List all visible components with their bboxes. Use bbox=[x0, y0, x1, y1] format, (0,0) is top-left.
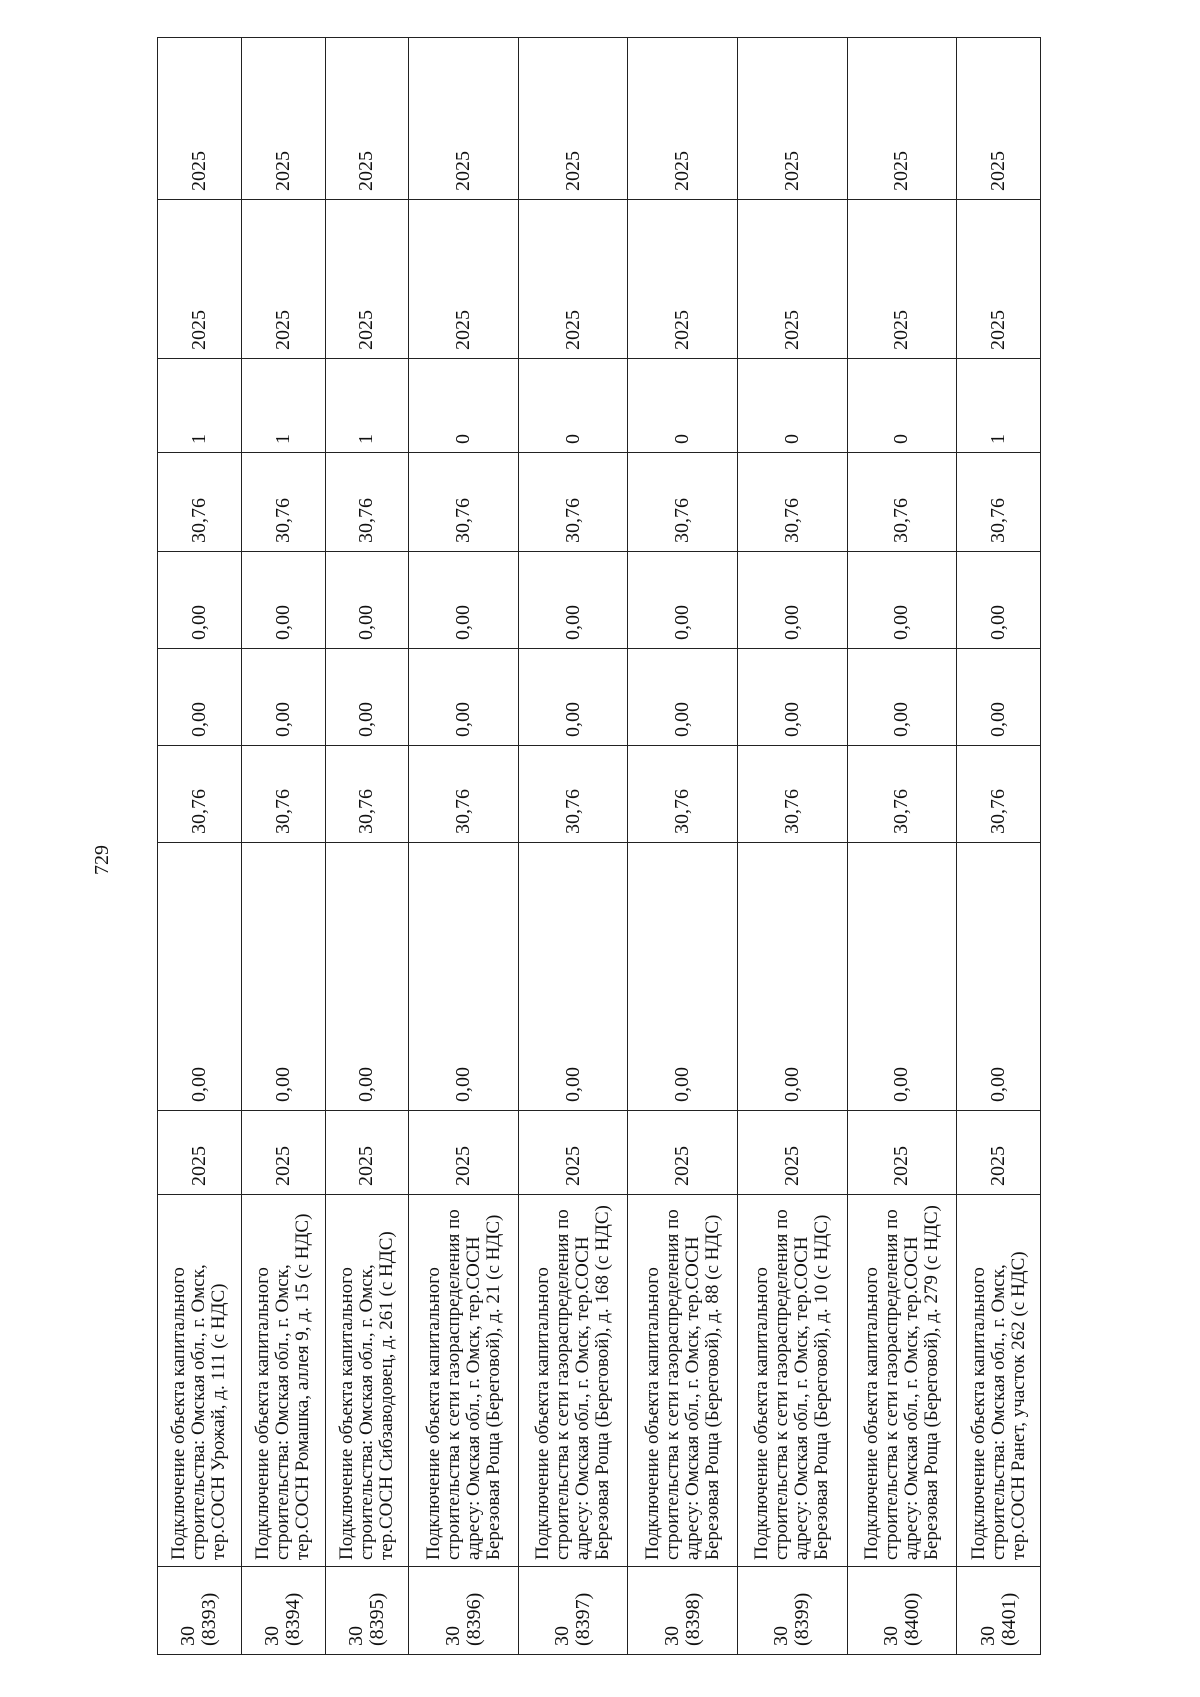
row-year-start: 2025 bbox=[158, 1111, 242, 1195]
row-year-2: 2025 bbox=[158, 200, 242, 359]
row-id-number: 30 bbox=[177, 1626, 200, 1646]
row-year-start: 2025 bbox=[847, 1111, 957, 1195]
row-id bbox=[409, 1567, 519, 1655]
row-year-2: 2025 bbox=[409, 200, 519, 359]
row-count: 0 bbox=[409, 359, 519, 453]
table-row bbox=[158, 38, 242, 1655]
row-value-2: 30,76 bbox=[158, 746, 242, 843]
row-value-5: 30,76 bbox=[158, 453, 242, 552]
row-value-2: 30,76 bbox=[409, 746, 519, 843]
row-value-2: 30,76 bbox=[325, 746, 409, 843]
row-id bbox=[847, 1567, 957, 1655]
row-value-3: 0,00 bbox=[628, 649, 738, 746]
row-id bbox=[628, 1567, 738, 1655]
row-id bbox=[325, 1567, 409, 1655]
row-id-number: 30 bbox=[441, 1626, 464, 1646]
table-row bbox=[628, 38, 738, 1655]
row-year-3: 2025 bbox=[628, 38, 738, 200]
row-value-3: 0,00 bbox=[847, 649, 957, 746]
row-year-3: 2025 bbox=[241, 38, 325, 200]
table-row bbox=[409, 38, 519, 1655]
row-value-2: 30,76 bbox=[628, 746, 738, 843]
table-row bbox=[957, 38, 1041, 1655]
row-value-2: 30,76 bbox=[847, 746, 957, 843]
row-value-1: 0,00 bbox=[628, 843, 738, 1111]
row-year-start: 2025 bbox=[325, 1111, 409, 1195]
table-row bbox=[325, 38, 409, 1655]
row-value-3: 0,00 bbox=[518, 649, 628, 746]
row-id-code: (8394) bbox=[282, 1592, 305, 1646]
row-count: 0 bbox=[847, 359, 957, 453]
row-id-number: 30 bbox=[660, 1626, 683, 1646]
row-value-4: 0,00 bbox=[628, 552, 738, 649]
row-value-5: 30,76 bbox=[518, 453, 628, 552]
row-year-start: 2025 bbox=[957, 1111, 1041, 1195]
table-row bbox=[518, 38, 628, 1655]
row-value-1: 0,00 bbox=[738, 843, 848, 1111]
row-description: Подключение объекта капитального строительства к сети газораспределения по адресу: Омская обл., г. Омск, тер.СОСН Березовая Роща (Береговой), д. 10 (с НДС) bbox=[738, 1195, 848, 1567]
row-value-4: 0,00 bbox=[241, 552, 325, 649]
row-year-start: 2025 bbox=[628, 1111, 738, 1195]
row-description: Подключение объекта капитального строительства к сети газораспределения по адресу: Омская обл., г. Омск, тер.СОСН Березовая Роща (Береговой), д. 168 (с НДС) bbox=[518, 1195, 628, 1567]
row-year-start: 2025 bbox=[241, 1111, 325, 1195]
row-value-3: 0,00 bbox=[738, 649, 848, 746]
row-value-1: 0,00 bbox=[518, 843, 628, 1111]
row-description: Подключение объекта капитального строительства к сети газораспределения по адресу: Омская обл., г. Омск, тер.СОСН Березовая Роща (Береговой), д. 88 (с НДС) bbox=[628, 1195, 738, 1567]
row-count: 1 bbox=[957, 359, 1041, 453]
row-year-3: 2025 bbox=[325, 38, 409, 200]
row-id-code: (8399) bbox=[791, 1592, 814, 1646]
row-id-code: (8398) bbox=[681, 1592, 704, 1646]
row-value-2: 30,76 bbox=[241, 746, 325, 843]
row-year-2: 2025 bbox=[628, 200, 738, 359]
table-body bbox=[158, 38, 1041, 1655]
row-id-code: (8396) bbox=[462, 1592, 485, 1646]
row-count: 1 bbox=[241, 359, 325, 453]
row-count: 1 bbox=[325, 359, 409, 453]
row-id bbox=[957, 1567, 1041, 1655]
row-id-number: 30 bbox=[770, 1626, 793, 1646]
row-value-5: 30,76 bbox=[409, 453, 519, 552]
row-id-code: (8397) bbox=[572, 1592, 595, 1646]
row-value-5: 30,76 bbox=[241, 453, 325, 552]
row-year-start: 2025 bbox=[738, 1111, 848, 1195]
row-value-4: 0,00 bbox=[158, 552, 242, 649]
row-value-5: 30,76 bbox=[628, 453, 738, 552]
row-year-2: 2025 bbox=[241, 200, 325, 359]
row-id-number: 30 bbox=[261, 1626, 284, 1646]
row-count: 1 bbox=[158, 359, 242, 453]
row-id-code: (8400) bbox=[900, 1592, 923, 1646]
row-value-4: 0,00 bbox=[325, 552, 409, 649]
row-description: Подключение объекта капитального строительства к сети газораспределения по адресу: Омская обл., г. Омск, тер.СОСН Березовая Роща (Береговой), д. 279 (с НДС) bbox=[847, 1195, 957, 1567]
row-year-3: 2025 bbox=[518, 38, 628, 200]
table-row bbox=[738, 38, 848, 1655]
row-year-3: 2025 bbox=[738, 38, 848, 200]
row-description: Подключение объекта капитального строительства: Омская обл., г. Омск, тер.СОСН Ромашка, аллея 9, д. 15 (с НДС) bbox=[241, 1195, 325, 1567]
row-id-number: 30 bbox=[551, 1626, 574, 1646]
row-year-2: 2025 bbox=[738, 200, 848, 359]
row-id-number: 30 bbox=[976, 1626, 999, 1646]
row-id-number: 30 bbox=[344, 1626, 367, 1646]
row-value-3: 0,00 bbox=[325, 649, 409, 746]
row-id-number: 30 bbox=[879, 1626, 902, 1646]
row-value-4: 0,00 bbox=[957, 552, 1041, 649]
row-count: 0 bbox=[518, 359, 628, 453]
row-id bbox=[518, 1567, 628, 1655]
row-value-1: 0,00 bbox=[158, 843, 242, 1111]
row-value-1: 0,00 bbox=[241, 843, 325, 1111]
row-value-4: 0,00 bbox=[847, 552, 957, 649]
row-id bbox=[738, 1567, 848, 1655]
table-row bbox=[847, 38, 957, 1655]
row-value-3: 0,00 bbox=[158, 649, 242, 746]
table-container bbox=[157, 38, 1041, 1655]
page-number: 729 bbox=[91, 845, 113, 875]
row-id bbox=[158, 1567, 242, 1655]
row-year-3: 2025 bbox=[847, 38, 957, 200]
row-year-2: 2025 bbox=[957, 200, 1041, 359]
row-value-3: 0,00 bbox=[957, 649, 1041, 746]
row-value-5: 30,76 bbox=[957, 453, 1041, 552]
row-year-2: 2025 bbox=[518, 200, 628, 359]
row-year-2: 2025 bbox=[325, 200, 409, 359]
row-count: 0 bbox=[738, 359, 848, 453]
row-description: Подключение объекта капитального строительства: Омская обл., г. Омск, тер.СОСН Ранет, участок 262 (с НДС) bbox=[957, 1195, 1041, 1567]
project-table bbox=[157, 37, 1041, 1655]
row-id-code: (8401) bbox=[997, 1592, 1020, 1646]
row-id-code: (8395) bbox=[365, 1592, 388, 1646]
row-value-1: 0,00 bbox=[847, 843, 957, 1111]
row-year-3: 2025 bbox=[957, 38, 1041, 200]
row-value-3: 0,00 bbox=[409, 649, 519, 746]
row-value-1: 0,00 bbox=[325, 843, 409, 1111]
row-year-2: 2025 bbox=[847, 200, 957, 359]
row-value-5: 30,76 bbox=[738, 453, 848, 552]
row-year-3: 2025 bbox=[409, 38, 519, 200]
row-value-1: 0,00 bbox=[957, 843, 1041, 1111]
row-value-2: 30,76 bbox=[518, 746, 628, 843]
row-value-4: 0,00 bbox=[738, 552, 848, 649]
row-value-3: 0,00 bbox=[241, 649, 325, 746]
row-id bbox=[241, 1567, 325, 1655]
row-value-5: 30,76 bbox=[847, 453, 957, 552]
row-value-4: 0,00 bbox=[409, 552, 519, 649]
row-year-3: 2025 bbox=[158, 38, 242, 200]
row-value-2: 30,76 bbox=[957, 746, 1041, 843]
row-year-start: 2025 bbox=[518, 1111, 628, 1195]
row-value-4: 0,00 bbox=[518, 552, 628, 649]
row-description: Подключение объекта капитального строительства: Омская обл., г. Омск, тер.СОСН Сибзаводовец, д. 261 (с НДС) bbox=[325, 1195, 409, 1567]
row-count: 0 bbox=[628, 359, 738, 453]
row-description: Подключение объекта капитального строительства к сети газораспределения по адресу: Омская обл., г. Омск, тер.СОСН Березовая Роща (Береговой), д. 21 (с НДС) bbox=[409, 1195, 519, 1567]
row-value-5: 30,76 bbox=[325, 453, 409, 552]
row-id-code: (8393) bbox=[198, 1592, 221, 1646]
row-value-1: 0,00 bbox=[409, 843, 519, 1111]
row-value-2: 30,76 bbox=[738, 746, 848, 843]
row-description: Подключение объекта капитального строительства: Омская обл., г. Омск, тер.СОСН Урожай, д. 111 (с НДС) bbox=[158, 1195, 242, 1567]
row-year-start: 2025 bbox=[409, 1111, 519, 1195]
table-row bbox=[241, 38, 325, 1655]
